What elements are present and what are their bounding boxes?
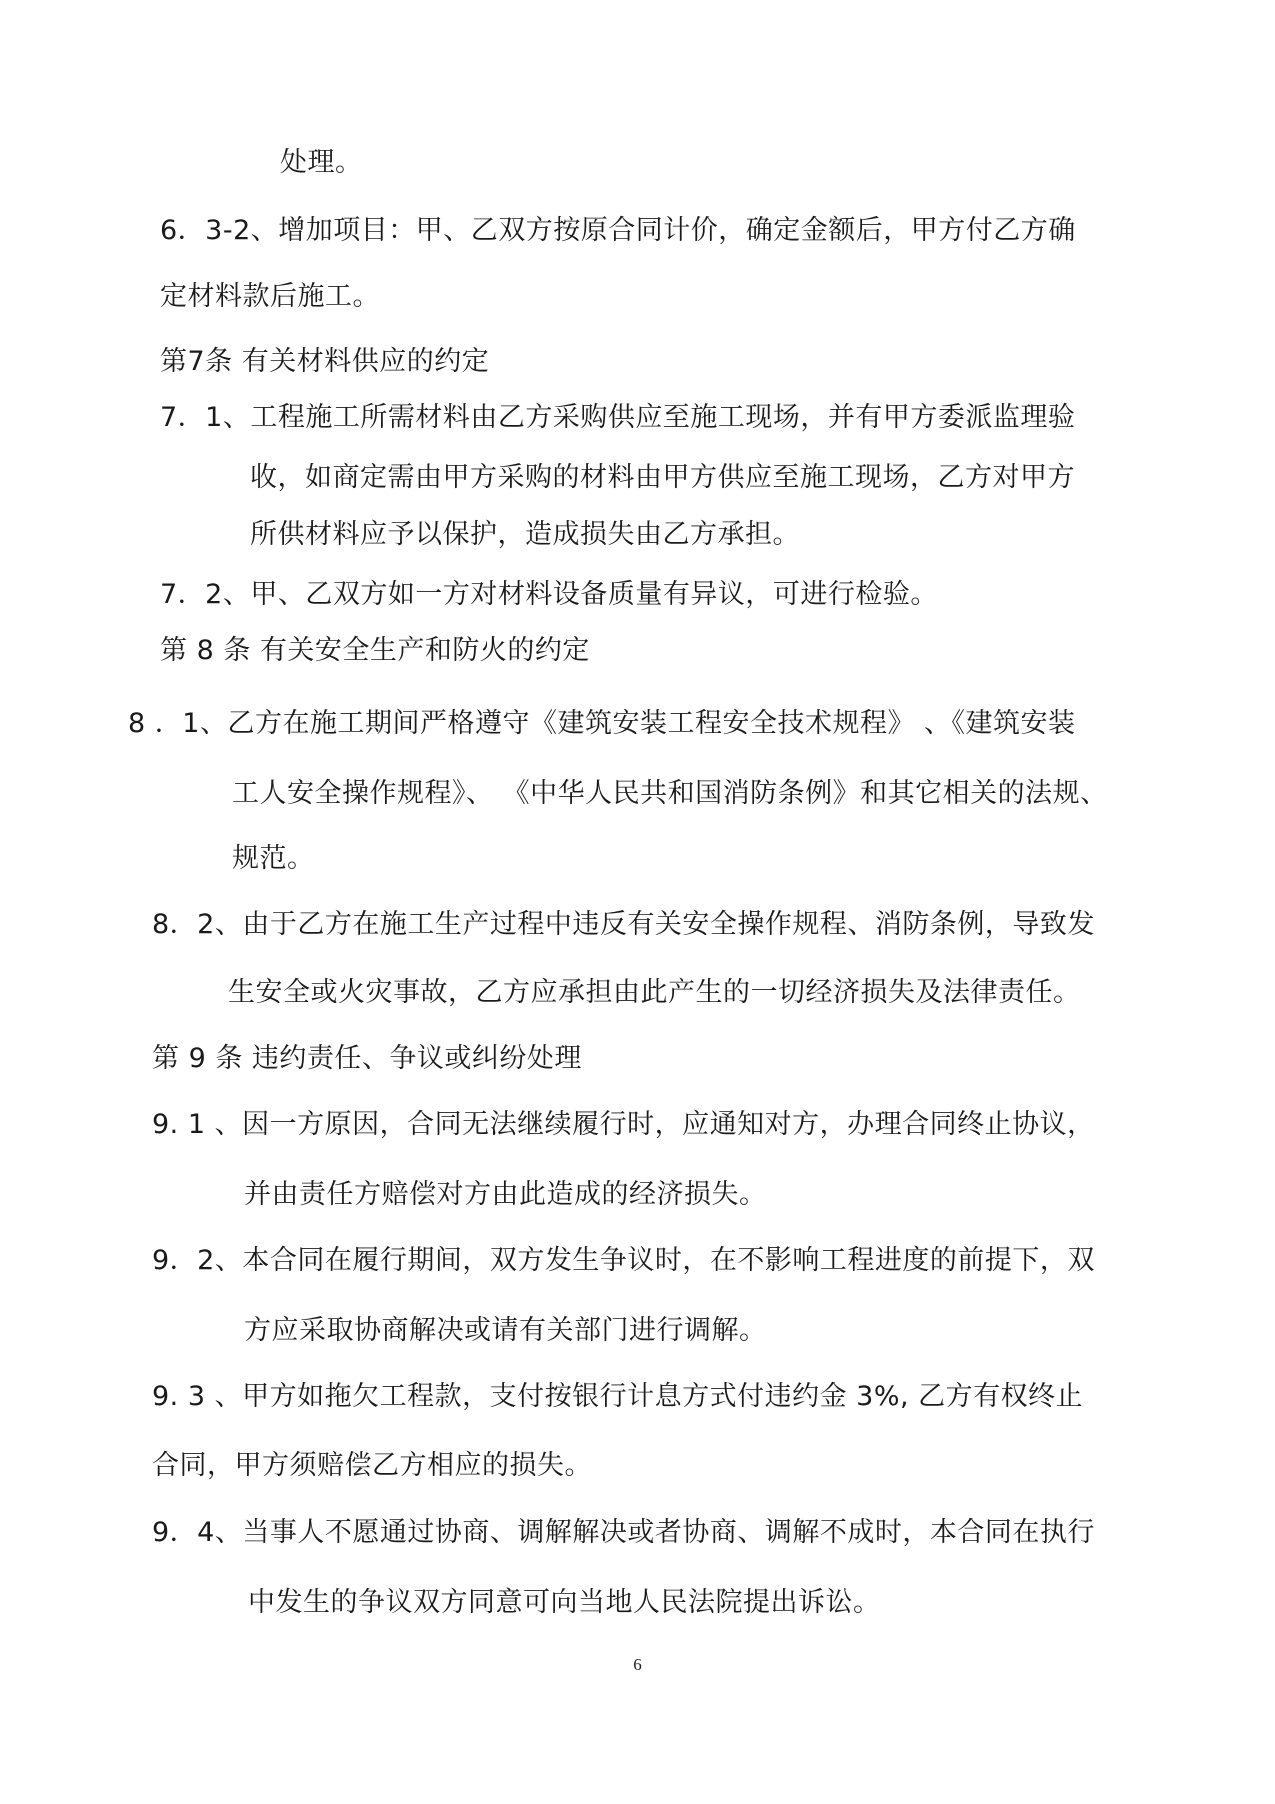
text-line: 7．1、工程施工所需材料由乙方采购供应至施工现场，并有甲方委派监理验 <box>160 402 1076 433</box>
text-line: 9．2、本合同在履行期间，双方发生争议时，在不影响工程进度的前提下，双 <box>152 1245 1095 1276</box>
text-line: 8 ．1、乙方在施工期间严格遵守《建筑安装工程安全技术规程》 、《建筑安装 <box>128 708 1076 739</box>
text-line: 工人安全操作规程》、 《中华人民共和国消防条例》和其它相关的法规、 <box>232 778 1108 809</box>
section-heading: 第 8 条 有关安全生产和防火的约定 <box>160 635 590 666</box>
text-line: 8．2、由于乙方在施工生产过程中违反有关安全操作规程、消防条例，导致发 <box>152 909 1095 940</box>
text-line: 处理。 <box>280 147 363 178</box>
text-line: 9. 3 、甲方如拖欠工程款，支付按银行计息方式付违约金 3%, 乙方有权终止 <box>152 1381 1084 1412</box>
text-line: 合同，甲方须赔偿乙方相应的损失。 <box>152 1450 592 1481</box>
text-line: 6．3-2、增加项目：甲、乙双方按原合同计价，确定金额后，甲方付乙方确 <box>160 215 1076 246</box>
text-line: 方应采取协商解决或请有关部门进行调解。 <box>244 1315 767 1346</box>
text-line: 规范。 <box>232 843 315 874</box>
page-number: 6 <box>633 1655 642 1674</box>
text-line: 收，如商定需由甲方采购的材料由甲方供应至施工现场，乙方对甲方 <box>250 462 1075 493</box>
text-line: 所供材料应予以保护，造成损失由乙方承担。 <box>250 519 800 550</box>
text-line: 并由责任方赔偿对方由此造成的经济损失。 <box>244 1179 767 1210</box>
text-line: 9．4、当事人不愿通过协商、调解解决或者协商、调解不成时，本合同在执行 <box>152 1517 1095 1548</box>
text-line: 9. 1 、因一方原因，合同无法继续履行时，应通知对方，办理合同终止协议， <box>152 1109 1095 1140</box>
section-heading: 第7条 有关材料供应的约定 <box>160 346 490 377</box>
text-line: 7．2、甲、乙双方如一方对材料设备质量有异议，可进行检验。 <box>160 579 938 610</box>
text-line: 生安全或火灾事故，乙方应承担由此产生的一切经济损失及法律责任。 <box>228 977 1081 1008</box>
text-line: 中发生的争议双方同意可向当地人民法院提出诉讼。 <box>248 1587 881 1618</box>
text-line: 定材料款后施工。 <box>160 281 380 312</box>
section-heading: 第 9 条 违约责任、争议或纠纷处理 <box>152 1043 582 1074</box>
